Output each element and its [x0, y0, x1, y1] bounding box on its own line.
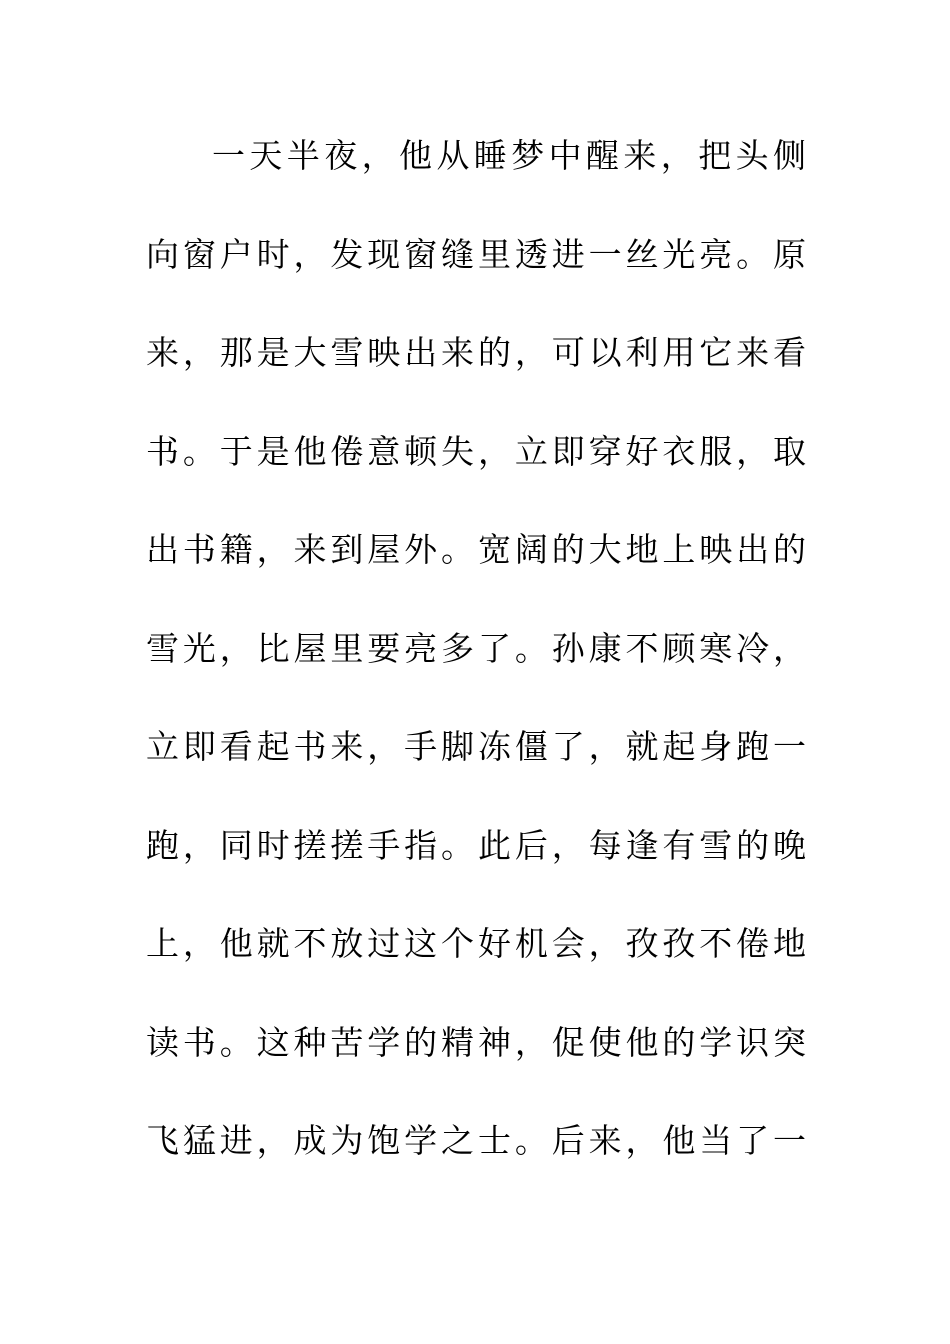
text-line-1: 一天半夜，他从睡梦中醒来，把头侧: [212, 136, 806, 175]
text-line-3: 来，那是大雪映出来的，可以利用它来看: [146, 333, 806, 372]
text-line-10: 读书。这种苦学的精神，促使他的学识突: [146, 1022, 806, 1062]
text-line-4: 书。于是他倦意顿失，立即穿好衣服，取: [146, 431, 806, 471]
text-line-7: 立即看起书来，手脚冻僵了，就起身跑一: [146, 727, 806, 766]
text-line-6: 雪光，比屋里要亮多了。孙康不顾寒冷，: [146, 628, 806, 668]
body-paragraph: [146, 126, 806, 1210]
text-line-8: 跑，同时搓搓手指。此后，每逢有雪的晚: [146, 825, 806, 865]
text-line-2: 向窗户时，发现窗缝里透进一丝光亮。原: [146, 234, 806, 274]
text-line-5: 出书籍，来到屋外。宽阔的大地上映出的: [146, 530, 806, 569]
text-line-11: 飞猛进，成为饱学之士。后来，他当了一: [146, 1121, 806, 1160]
text-line-9: 上，他就不放过这个好机会，孜孜不倦地: [146, 924, 806, 963]
